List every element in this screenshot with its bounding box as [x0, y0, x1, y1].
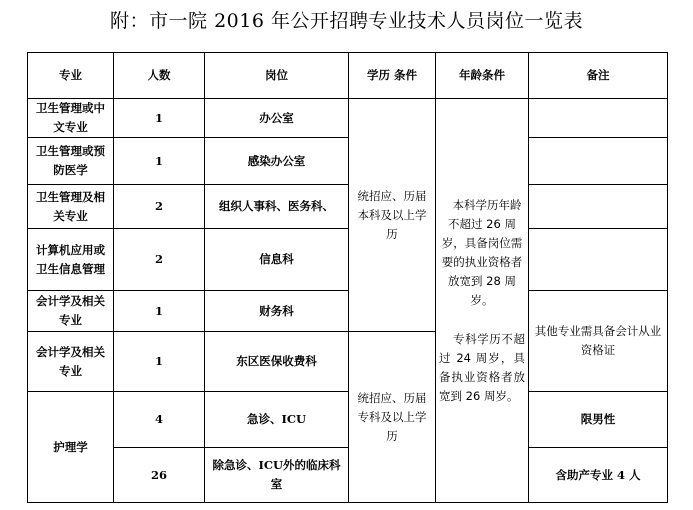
- remark-cell: [529, 229, 668, 291]
- major-cell: 会计学及相关专业: [28, 291, 114, 332]
- position-cell: 组织人事科、医务科、: [205, 185, 349, 229]
- count-cell: 26: [114, 448, 205, 503]
- count-cell: 1: [114, 138, 205, 185]
- remark-cell: [529, 138, 668, 185]
- position-cell: 信息科: [205, 229, 349, 291]
- major-cell: 卫生管理或预防医学: [28, 138, 114, 185]
- page-title: 附：市一院 2016 年公开招聘专业技术人员岗位一览表: [110, 10, 583, 32]
- position-cell: 东区医保收费科: [205, 332, 349, 392]
- education-cell-bachelor: 统招应、历届本科及以上学历: [349, 99, 436, 332]
- header-education: 学历 条件: [349, 53, 436, 99]
- major-cell: 卫生管理及相关专业: [28, 185, 114, 229]
- table-row: [28, 99, 668, 138]
- remark-cell: 含助产专业 4 人: [529, 448, 668, 503]
- table-row: [28, 185, 668, 229]
- major-cell: 计算机应用或卫生信息管理: [28, 229, 114, 291]
- positions-table: [27, 52, 668, 503]
- header-remarks: 备注: [529, 53, 668, 99]
- table-row: [28, 448, 668, 503]
- position-cell: 感染办公室: [205, 138, 349, 185]
- age-requirement-cell: [436, 99, 529, 503]
- remark-cell: [529, 185, 668, 229]
- age-college-text: 专科学历不超过 24 周岁，具备执业资格者放宽到 26 周岁。: [439, 331, 525, 403]
- header-count: 人数: [114, 53, 205, 99]
- position-cell: 除急诊、ICU外的临床科室: [205, 448, 349, 503]
- count-cell: 1: [114, 291, 205, 332]
- count-cell: 1: [114, 332, 205, 392]
- table-row: [28, 291, 668, 332]
- position-cell: 财务科: [205, 291, 349, 332]
- header-row: [28, 53, 668, 99]
- position-cell: 办公室: [205, 99, 349, 138]
- count-cell: 2: [114, 185, 205, 229]
- table-row: [28, 229, 668, 291]
- major-cell: 会计学及相关专业: [28, 332, 114, 392]
- major-cell: 卫生管理或中文专业: [28, 99, 114, 138]
- age-bachelor-text: 本科学历年龄不超过 26 周岁，具备岗位需要的执业资格者放宽到 28 周岁。: [441, 197, 523, 307]
- remark-cell: [529, 99, 668, 138]
- count-cell: 4: [114, 392, 205, 448]
- table-row: [28, 138, 668, 185]
- remark-cell-accounting-certificate: 其他专业需具备会计从业资格证: [529, 291, 668, 392]
- header-major: 专业: [28, 53, 114, 99]
- position-cell: 急诊、ICU: [205, 392, 349, 448]
- education-cell-college: 统招应、历届专科及以上学历: [349, 332, 436, 503]
- major-cell-nursing: 护理学: [28, 392, 114, 503]
- table-row: [28, 392, 668, 448]
- header-age: 年龄条件: [436, 53, 529, 99]
- header-position: 岗位: [205, 53, 349, 99]
- count-cell: 1: [114, 99, 205, 138]
- count-cell: 2: [114, 229, 205, 291]
- remark-cell: 限男性: [529, 392, 668, 448]
